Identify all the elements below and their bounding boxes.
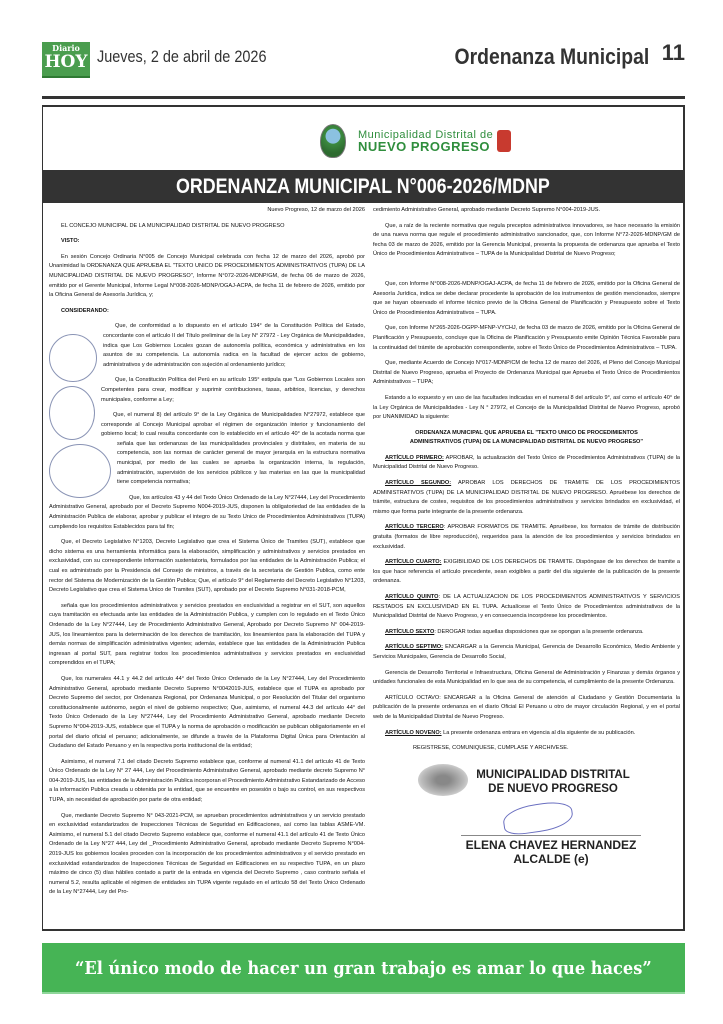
- paragraph: Que, de conformidad a lo dispuesto en el artículo 194° de la Constitución Política del Estado, concordante con el artículo II del Título preliminar de la Ley N° 27972 - Ley Orgánica de Municipalidades, indica que Los Gobiernos Locales gozan de autonomía política, económica y administrativa en los asuntos de su competencia. La autonomía radica en la facultad de ejercer actos de gobierno, administrativos y de administración con sujeción al ordenamiento jurídico;: [49, 322, 365, 370]
- right-column: [373, 206, 680, 872]
- paragraph: Asimismo, el numeral 7.1 del citado Decreto Supremo establece que, conforme al numeral 41.1 del artículo 41 de Texto Único Ordenado de la Ley N° 27 444, Ley del Procedimiento Administrativo General, aprobado mediante decreto Supremo N° 004-2019-JUS, las entidades de la Administración Publica incorporan el Procedimiento Administrativo Estandarizado de Acceso a la información Publica creada u obtenida por la entidad, que se encuentre en posesión o bajo su control, en sus respectivos TUPA, sin necesidad de aprobación por parte de otra entidad;: [49, 758, 365, 804]
- article-2: ARTÍCULO SEGUNDO: APROBAR LOS DERECHOS DE TRAMITE DE LOS PROCEDIMIENTOS ADMINISTRATIVOS (TUPA) DE LA MUNICIPALIDAD DISTRITAL DE NUEVO PROGRESO. Apruébese los derechos de trámite, estructura de costes, requisitos de los procedimientos administrativos y servicios brindados en exclusividad, el mismo que forma parte integrante de la presente ordenanza.: [373, 480, 680, 515]
- article-9: ARTÍCULO NOVENO: La presente ordenanza entrara en vigencia al día siguiente de su publicación.: [385, 729, 636, 736]
- closing-formula: REGISTRESE, COMUNIQUESE, CUMPLASE Y ARCHIVESE.: [413, 745, 569, 752]
- left-column: [49, 206, 365, 904]
- section-title: Ordenanza Municipal: [454, 44, 649, 69]
- paragraph: Que, los artículos 43 y 44 del Texto Único Ordenado de la Ley N°27444, Ley del Procedimiento Administrativo General, aprobado por el Decreto Supremo N004-2019-JUS, disponen la obligatoriedad de las entidades de la Administración Publica de elaborar, aprobar y publicar el integro de su Texto Unico de Procedimientos Administrativos (TUPA) cumpliendo los requisitos Establecidos para tal fin;: [49, 494, 365, 530]
- article-8: ARTÍCULO OCTAVO: ENCARGAR a la Oficina General de atención al Ciudadano y Gestión Documentaria la publicación de la presente ordenanza en el diario Oficial El Peruano u otro de mayor circulación Regional, y en el portal web de la Municipalidad Distrital de Nuevo Progreso.: [373, 694, 680, 720]
- municipal-shield-icon: [320, 124, 346, 158]
- paragraph: señala que los procedimientos administrativos y servicios prestados en exclusividad a registrar en el SUT, son aquellos cuya tramitación es efectuada ante las entidades de la Administración Publica, y cumplen con lo regulado en el Texto Único Ordenado de la Ley N°27444, Ley de Procedimiento Administrativo General, Aprobado por Decreto Supremo N° 004-2019-JUS, los lineamientos para la determinación de los derechos de tramitación, los lineamientos para la elaboración del TUPA y demás normas de simplificación administrativa vigentes; además, establece que las entidades de la Administración Publica ingresan al portal SUT, para registrar todos los procedimientos administrativos y servicios prestados en exclusividad comprendidos en el TUPA;: [49, 602, 365, 667]
- paragraph: Que, mediante Acuerdo de Concejo N°017-MDNP/CM de fecha 12 de marzo del 2026, el Pleno del Concejo Municipal Distrital de Nuevo Progreso, aprueba el Proyecto de Ordenanza Municipal que Aprueba el Texto Único de Procedimientos Administrativos – TUPA;: [373, 360, 680, 386]
- signature-block: [373, 760, 680, 872]
- header-divider: [42, 96, 685, 99]
- official-stamp-icon: [49, 444, 111, 498]
- municipality-logo: Municipalidad Distrital de NUEVO PROGRESO: [320, 119, 540, 163]
- paragraph: Que, la Constitución Política del Perú en su artículo 195° estipula que "Los Gobiernos Locales son Competentes para crear, modificar y suprimir contribuciones, tasas, arbitrios, licencias, y derechos municipales, conforme a Ley;: [101, 377, 365, 403]
- signature-line: [461, 835, 641, 836]
- article-3: ARTÍCULO TERCERO: APROBAR FORMATOS DE TRAMITE. Apruébese, los formatos de trámite de distribución gratuita (formatos de libre reproducción), requeridos para la atención de los procedimientos y servicios brindados en exclusividad.: [373, 524, 680, 550]
- paragraph: Que, con Informe N°008-2026-MDNP/OGAJ-ACPA, de fecha 11 de febrero de 2026, emitido por la Oficina General de Asesoría Jurídica, indica se debe declarar procedente la aprobación de los instrumentos de gestión mencionados, siempre que se hayan observado el informe técnico previo de la Oficina General de Planificación y Presupuesto sobre el Texto Único de Procedimientos Administrativos – TUPA.: [373, 280, 680, 316]
- paragraph: En sesión Concejo Ordinaria N°005 de Concejo Municipal celebrada con fecha 12 de marzo del 2026, aprobó por Unanimidad la ORDENANZA QUE APRUEBA EL "TEXTO UNICO DE PROCEDIMIENTOS ADMINISTRATIVOS (TUPA) DE LA MUNICIPALIDAD DISTRITAL DE NUEVO PROGRESO", Informe N°072-2026-MDNP/GM, de fecha 06 de marzo de 2026, emitido por el Gerente Municipal, Informe Legal N°008-2026-MDNP/OGAJ-ACPA, de fecha 11 de febrero de 2026, emitido por la Oficina General de Asesoría Jurídica, y;: [49, 253, 365, 299]
- municipal-seal-icon: [418, 764, 468, 796]
- paragraph: Gerencia de Desarrollo Territorial e Infraestructura, Oficina General de Administración y Finanzas y demás órganos y unidades funcionales de esta Municipalidad en lo que sea de su competencia, el cumplimiento de la presente Ordenanza.: [373, 669, 680, 686]
- article-1: ARTÍCULO PRIMERO: APROBAR, la actualización del Texto Único de Procedimientos Administrativos (TUPA) de la Municipalidad Distrital de Nuevo Progreso.: [373, 454, 681, 471]
- official-stamp-icon: [49, 334, 97, 382]
- quote-banner: “El único modo de hacer un gran trabajo es amar lo que haces”: [42, 943, 685, 994]
- paragraph: Que, los numerales 44.1 y 44.2 del artículo 44° del Texto Único Ordenado de la Ley N°27444, Ley del Procedimiento Administrativo General, aprobado mediante Decreto Supremo N°0042019-JUS, establece que el TUPA es aprobado por Decreto Supremo del sector, por Ordenanza Regional, por Ordenanza Municipal, o por Resolución del Titular del organismo constitucionalmente autónomo, según el nivel de gobierno respectivo; Que, asimismo, el numeral 44.3 del artículo 44° del Texto Único Ordenado de la Ley N°27444, Ley del Procedimiento Administrativo General, aprobado mediante Decreto Supremo N°004-2019-JUS, establece que el TUPA y la norma de aprobación o modificación se publican obligatoriamente en el portal del diario oficial el peruano; adicionalmente, se difunde a través de la Plataforma Digital Única para Orientación al Ciudadano del Estado Peruano y en la respectiva porta institucional de la entidad;: [49, 675, 365, 750]
- national-crest-icon: [497, 130, 511, 152]
- heading-visto: VISTO:: [61, 238, 80, 245]
- official-stamp-icon: [49, 386, 95, 440]
- newspaper-logo: Diario HOY: [42, 42, 90, 78]
- paragraph: Que, el numeral 8) del artículo 9° de la Ley Orgánica de Municipalidades N°27972, establece que corresponde al Concejo Municipal aprobar el régimen de organización interior y funcionamiento del gobierno local; lo cual resulta concordante con lo establecido en el artículo 40° de la acotada norma que señala que las ordenanzas de las municipalidades provinciales y distritales, en materia de su competencia, son las normas de carácter general de mayor jerarquía en la estructura normativa municipal, por medio de las cuales se aprueba la organización interna, la regulación, administración, supervisión de los servicios públicos y las materias en las que la municipalidad tiene competencia normativa;: [101, 412, 365, 486]
- place-date: Nuevo Progreso, 12 de marzo del 2026: [267, 207, 365, 213]
- ordinance-notice: [42, 105, 685, 931]
- paragraph: EL CONCEJO MUNICIPAL DE LA MUNICIPALIDAD DISTRITAL DE NUEVO PROGRESO: [61, 222, 285, 229]
- paragraph: Que, con Informe N°265-2026-OGPP-MFNP-VYCHJ, de fecha 03 de marzo de 2026, emitido por la Oficina General de Planificación y Presupuesto, concluye que la Oficina de Planificación y Presupuesto emite Opinión Técnica Favorable para la continuidad del trámite de aprobación correspondiente, sobre el Texto Único de Procedimientos Administrativos – TUPA.: [373, 325, 680, 351]
- paragraph: Que, mediante Decreto Supremo N° 043-2021-PCM, se aprueban procedimientos administrativos y un servicio prestado en exclusividad estandarizados de Inspecciones Técnicas de Seguridad en Edificaciones, así como las tablas ASME-VM. Asimismo, el numeral 5.1 del citado Decreto Supremo establece que, conforme el numeral 41.1 del artículo 41 de Texto Único Ordenado de la Ley N°27 444, Ley del _Procedimiento Administrativo General, aprobado mediante Decreto Supremo N°004-2019-JUS los gobiernos locales proceden con la incorporación de los procedimientos administrativos y el servicio prestado en exclusividad estandarizados de Inspecciones Técnicas de Seguridad en Edificaciones en su respectivo TUPA, en un plazo máximo de cinco (5) días hábiles contado a partir de la entrada en vigencia del Decreto Supremo , caso contrario señala el numeral 5.2, resulta aplicable el régimen de entidades sin TUPA vigente regulado en el artículo 58 del Texto Único Ordenado de la Ley N°27444, Ley del Pro-: [49, 812, 365, 896]
- signature-icon: [501, 799, 574, 836]
- signatory: ELENA CHAVEZ HERNANDEZ ALCALDE (e): [465, 837, 637, 866]
- issue-date: Jueves, 2 de abril de 2026: [97, 47, 267, 66]
- signature-entity: MUNICIPALIDAD DISTRITAL DE NUEVO PROGRESO: [476, 768, 630, 795]
- paragraph: Estando a lo expuesto y en uso de las facultades indicadas en el numeral 8 del artículo 9°, así como el artículo 40° de la Ley Orgánica de Municipalidades - Ley N ° 27972, el Concejo de la Municipalidad Distrital de Nuevo Progreso, aprobó por UNANIMIDAD la siguiente:: [373, 394, 680, 421]
- paragraph: Que, a raíz de la reciente normativa que regula preceptos administrativos innovadores, se hace necesario la emisión de una nueva norma que regule el procedimiento administrativo sancionador, que, con Informe N°72-2026-MDNP/GM de fecha 03 de marzo de 2026, emitido por la Gerencia Municipal, presenta la propuesta de ordenanza que aprueba el Texto Único de Procedimientos Administrativos – TUPA de la Municipalidad Distrital de Nuevo Progreso;: [373, 222, 680, 258]
- article-4: ARTÍCULO CUARTO: EXIGIBILIDAD DE LOS DERECHOS DE TRAMITE. Dispóngase de los derechos de tramite a los que hace referencia el artículo precedente, sean exigibles a partir del día siguiente de la publicación de la presente ordenanza.: [373, 559, 680, 585]
- article-6: ARTÍCULO SEXTO: DEROGAR todas aquellas disposiciones que se opongan a la presente ordenanza.: [385, 628, 644, 635]
- paragraph: Que, el Decreto Legislativo N°1203, Decreto Legislativo que crea el Sistema Único de Tramites (SUT), establece que dicho sistema es una herramienta informática para la elaboración, simplificación y administrativos y servicios prestados en exclusividad, con su correspondiente información sustentatoria, formulados por las entidades de la Administración Publica; el cual es administrado por la Presidencia del Consejo de ministros, a través de la secretaria de Gestión Publica, como ente rector del Sistema de Modernización de la Gestión Publica; Que, el artículo 9° del Reglamento del Decreto Legislativo N°1203, Decreto Legislativo que crea el Sistema Unico de Tramites (SUT), aprobado por el Decreto Supremo N°031-2018-PCM,: [49, 539, 365, 594]
- page-number: 11: [661, 40, 685, 65]
- paragraph: cedimiento Administrativo General, aprobado mediante Decreto Supremo N°004-2019-JUS.: [373, 207, 601, 213]
- heading-considerando: CONSIDERANDO:: [61, 307, 109, 314]
- article-5: ARTÍCULO QUINTO: DE LA ACTUALIZACION DE LOS PROCEDIMIENTOS ADMINISTRATIVOS Y SERVICIOS RESTADOS EN EXCLUSIVIDAD EN EL TUPA. Actualícese el Texto Único de Procedimientos administrativos de la Municipalidad Distrital de Nuevo Progreso, y en consecuencia incorpórese los procedimientos.: [373, 594, 680, 620]
- ordinance-title: ORDENANZA MUNICIPAL N°006-2026/MDNP: [43, 170, 683, 203]
- article-7: ARTÍCULO SEPTIMO: ENCARGAR a la Gerencia Municipal, Gerencia de Desarrollo Económico, Medio Ambiente y Servicios Municipales, Gerencia de Desarrollo Social,: [373, 644, 680, 660]
- ordinance-heading: ORDENANZA MUNICIPAL QUE APRUEBA EL "TEXTO UNICO DE PROCEDIMIENTOS ADMINISTRATIVOS (TUPA) DE LA MUNICIPALIDAD DISTRITAL DE NUEVO PROGRESO": [409, 429, 644, 446]
